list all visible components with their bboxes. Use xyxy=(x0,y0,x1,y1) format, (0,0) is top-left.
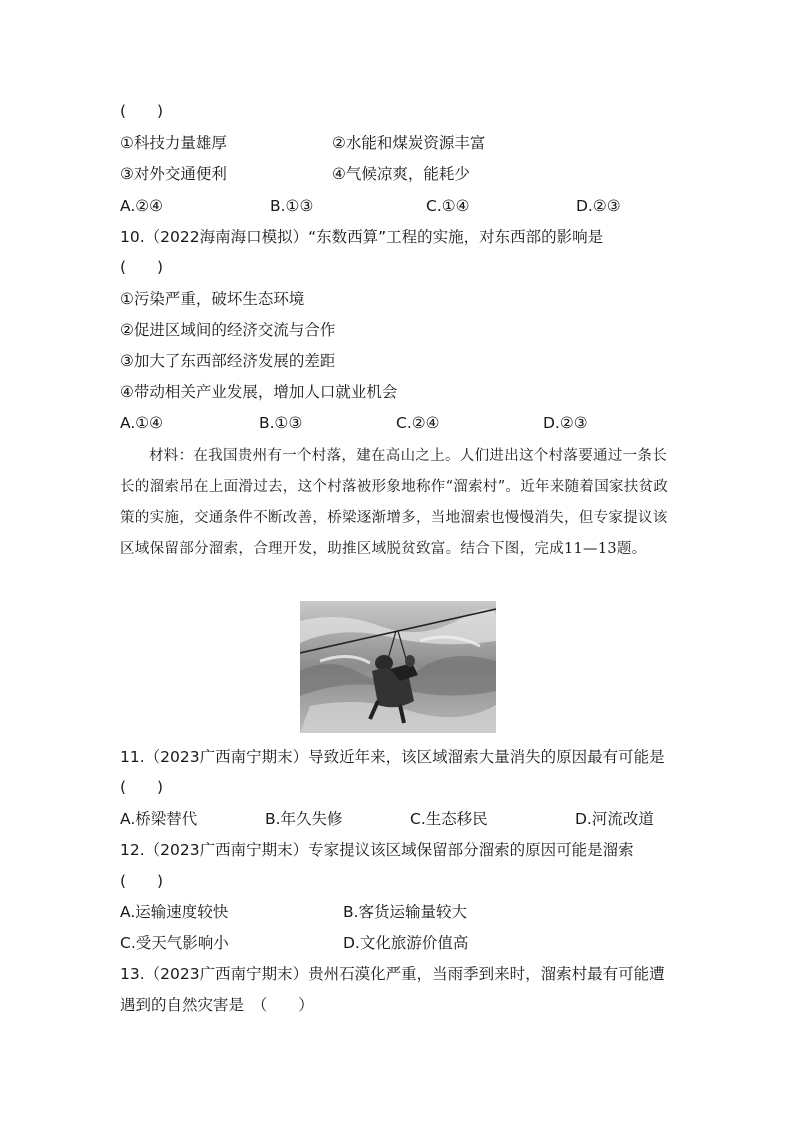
q9-item-3: ③对外交通便利 xyxy=(120,165,227,183)
q11-answer-paren: ( ) xyxy=(120,778,164,796)
q10-item-4: ④带动相关产业发展，增加人口就业机会 xyxy=(120,383,398,401)
material-text: 材料：在我国贵州有一个村落，建在高山之上。人们进出这个村落要通过一条长长的溜索吊在上面滑过去，这个村落被形象地称作“溜索村”。近年来随着国家扶贫政策的实施，交通条件不断改善，桥梁逐渐增多，当地溜索也慢慢消失，但专家提议该区域保留部分溜索，合理开发，助推区域脱贫致富。结合下图，完成11—13题。 xyxy=(120,448,669,557)
q9-answer-paren: ( ) xyxy=(120,102,164,120)
q10-item-2: ②促进区域间的经济交流与合作 xyxy=(120,321,336,339)
q10-answer-paren: ( ) xyxy=(120,258,164,276)
q13-stem: 13.（2023广西南宁期末）贵州石漠化严重，当雨季到来时，溜索村最有可能遭 xyxy=(120,965,665,983)
q10-item-1: ①污染严重，破坏生态环境 xyxy=(120,290,305,308)
q11-stem: 11.（2023广西南宁期末）导致近年来，该区域溜索大量消失的原因最有可能是 xyxy=(120,748,665,766)
q11-option-d[interactable]: D.河流改道 xyxy=(575,810,654,828)
q10-option-c[interactable]: C.②④ xyxy=(396,414,440,432)
q12-answer-paren: ( ) xyxy=(120,872,164,890)
q9-item-2: ②水能和煤炭资源丰富 xyxy=(332,134,486,152)
q9-option-c[interactable]: C.①④ xyxy=(426,197,470,215)
zipline-illustration xyxy=(300,601,496,733)
q12-option-c[interactable]: C.受天气影响小 xyxy=(120,934,229,952)
q12-option-b[interactable]: B.客货运输量较大 xyxy=(343,903,468,921)
q9-option-d[interactable]: D.②③ xyxy=(576,197,621,215)
q12-option-d[interactable]: D.文化旅游价值高 xyxy=(343,934,469,952)
q9-option-a[interactable]: A.②④ xyxy=(120,197,164,215)
material-passage xyxy=(120,441,680,565)
q11-option-b[interactable]: B.年久失修 xyxy=(265,810,343,828)
q10-item-3: ③加大了东西部经济发展的差距 xyxy=(120,352,336,370)
q11-option-c[interactable]: C.生态移民 xyxy=(410,810,488,828)
q9-item-1: ①科技力量雄厚 xyxy=(120,134,227,152)
q9-item-4: ④气候凉爽，能耗少 xyxy=(332,165,470,183)
q10-option-b[interactable]: B.①③ xyxy=(259,414,303,432)
q12-stem: 12.（2023广西南宁期末）专家提议该区域保留部分溜索的原因可能是溜索 xyxy=(120,841,634,859)
q10-stem: 10.（2022海南海口模拟）“东数西算”工程的实施，对东西部的影响是 xyxy=(120,228,604,246)
q9-option-b[interactable]: B.①③ xyxy=(270,197,314,215)
zipline-photo xyxy=(300,601,496,733)
q10-option-a[interactable]: A.①④ xyxy=(120,414,164,432)
q12-option-a[interactable]: A.运输速度较快 xyxy=(120,903,229,921)
q13-stem-continued: 遇到的自然灾害是 （ ） xyxy=(120,996,314,1014)
q11-option-a[interactable]: A.桥梁替代 xyxy=(120,810,198,828)
q10-option-d[interactable]: D.②③ xyxy=(543,414,588,432)
